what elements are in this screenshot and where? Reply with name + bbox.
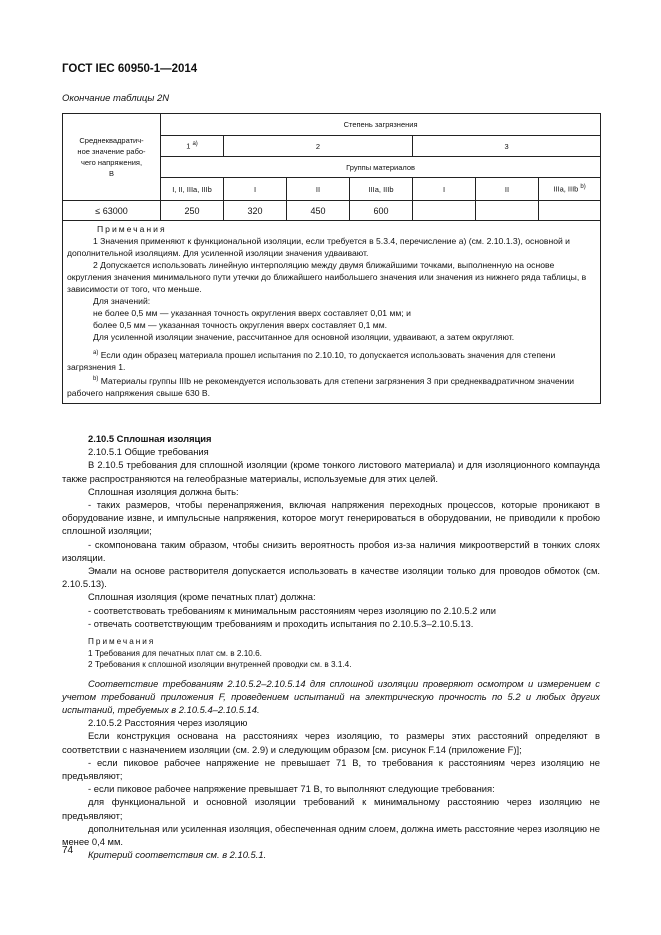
group-footnote-mark: b) xyxy=(580,184,586,191)
data-cell: 450 xyxy=(287,201,350,221)
paragraph: дополнительная или усиленная изоляция, обеспеченная одним слоем, должна иметь расстояние через изоляцию не менее 0,4 мм. xyxy=(62,822,600,847)
footnote-b-text: Материалы группы IIIb не рекомендуется использовать для степени загрязнения 3 при среднеквадратичном значении рабочего напряжения свыше 630 В. xyxy=(67,375,575,398)
page-number: 74 xyxy=(62,845,74,856)
list-item: - соответствовать требованиям к минимальным расстояниям через изоляцию по 2.10.5.2 или xyxy=(88,604,496,616)
paragraph: для функциональной и основной изоляции требований к минимальному расстоянию через изоляцию не предъявляют; xyxy=(62,796,600,821)
paragraph: Сплошная изоляция должна быть: xyxy=(88,485,239,497)
group-cell-last-text: IIIa, IIIb xyxy=(553,184,579,194)
notes-title: Примечания xyxy=(88,637,156,647)
paragraph: Эмали на основе растворителя допускается использовать в качестве изоляции только для проводов обмоток (см. 2.10.5.13). xyxy=(62,565,600,590)
subsection-heading-2-10-5-1: 2.10.5.1 Общие требования xyxy=(88,446,209,458)
footnote-b xyxy=(67,373,596,399)
group-cell-last xyxy=(539,178,601,201)
group-cell: I xyxy=(224,178,287,201)
criteria-text: Критерий соответствия см. в 2.10.5.1. xyxy=(88,849,267,861)
table-note-2-line1: не более 0,5 мм — указанная точность округления вверх составляет 0,01 мм; и xyxy=(93,308,411,318)
degree-3-header: 3 xyxy=(413,136,601,157)
document-header: ГОСТ IEC 60950-1—2014 xyxy=(62,63,198,75)
table-notes xyxy=(63,221,601,404)
group-cell: II xyxy=(287,178,350,201)
notes-title: Примечания xyxy=(97,224,167,234)
data-cell xyxy=(476,201,539,221)
degree-1-footnote-mark: a) xyxy=(192,141,198,148)
data-cell: 600 xyxy=(350,201,413,221)
list-item: - если пиковое рабочее напряжение не превышает 71 В, то требования к расстояниям через изоляцию не предъявляют; xyxy=(62,756,600,781)
note-2: 2 Требования к сплошной изоляции внутренней проводки см. в 3.1.4. xyxy=(88,660,352,670)
table-note-2: 2 Допускается использовать линейную интерполяцию между двумя ближайшими точками, выполненную на основе округления значения минимального пути утечки до ближайшего наибольшего значения или значения из нижнего ряда таблицы, в зависимости от того, что меньше. xyxy=(67,260,587,294)
table-caption: Окончание таблицы 2N xyxy=(62,93,170,104)
list-item: - таких размеров, чтобы перенапряжения, включая напряжения переходных процессов, которые проникают в оборудование извне, и импульсные напряжения, которое могут генерироваться в оборудовании, не приводили к пробою сплошной изоляции; xyxy=(62,499,600,537)
footnote-a xyxy=(67,347,596,373)
pollution-degree-header: Степень загрязнения xyxy=(161,114,601,136)
data-cell xyxy=(413,201,476,221)
data-cell: ≤ 63000 xyxy=(63,201,161,221)
group-cell: II xyxy=(476,178,539,201)
footnote-b-mark: b) xyxy=(93,375,99,382)
section-heading-2-10-5: 2.10.5 Сплошная изоляция xyxy=(88,433,212,444)
group-cell: I, II, IIIa, IIIb xyxy=(161,178,224,201)
table-note-2-values: Для значений: xyxy=(93,296,151,306)
body-text xyxy=(62,432,600,861)
degree-2-header: 2 xyxy=(224,136,413,157)
degree-1-header xyxy=(161,136,224,157)
paragraph: Если конструкция основана на расстояниях через изоляцию, то размеры этих расстояний определяют в соответствии с назначением изоляции (см. 2.9) и следующим образом [см. рисунок F.14 (приложение F)]; xyxy=(62,730,600,755)
list-item: - скомпонована таким образом, чтобы снизить вероятность пробоя из-за наличия микроотверстий в тонких слоях изоляции. xyxy=(62,538,600,563)
paragraph: В 2.10.5 требования для сплошной изоляции (кроме тонкого листового материала) и для изоляционного компаунда также распространяются на гелеобразные материалы, используемые для этих целей. xyxy=(62,459,600,484)
note-1: 1 Требования для печатных плат см. в 2.10.6. xyxy=(88,648,262,658)
data-cell: 320 xyxy=(224,201,287,221)
degree-1-text: 1 xyxy=(186,141,191,151)
footnote-a-mark: a) xyxy=(93,350,99,356)
table-note-2-line3: Для усиленной изоляции значение, рассчитанное для основной изоляции, удваивают, а затем округляют. xyxy=(93,332,515,342)
data-cell xyxy=(539,201,601,221)
table-note-1: 1 Значения применяют к функциональной изоляции, если требуется в 5.3.4, перечисление а) (см. 2.10.1.3), основной и дополнительной изоляциям. Для усиленной изоляции значения удваивают. xyxy=(67,236,570,258)
list-item: - отвечать соответствующим требованиям и проходить испытания по 2.10.5.3–2.10.5.13. xyxy=(88,617,474,629)
data-cell: 250 xyxy=(161,201,224,221)
group-cell: IIIa, IIIb xyxy=(350,178,413,201)
group-cell: I xyxy=(413,178,476,201)
paragraph: Сплошная изоляция (кроме печатных плат) должна: xyxy=(88,591,316,603)
list-item: - если пиковое рабочее напряжение превышает 71 В, то выполняют следующие требования: xyxy=(88,783,495,795)
voltage-column-header xyxy=(63,114,161,201)
table-2n xyxy=(62,113,601,404)
footnote-a-text: Если один образец материала прошел испытания по 2.10.10, то допускается использовать значения для степени загрязнения 1. xyxy=(67,349,556,372)
compliance-text: Соответствие требованиям 2.10.5.2–2.10.5.14 для сплошной изоляции проверяют осмотром и измерением с учетом требований приложения F, проведением испытаний на электрическую прочность по 5.2 и любых других испытаний, требуемых в 2.10.5.4–2.10.5.14. xyxy=(62,677,600,715)
voltage-header-text: Среднеквадратич- ное значение рабо- чего напряжения, В xyxy=(77,136,146,178)
material-groups-header: Группы материалов xyxy=(161,157,601,178)
table-note-2-line2: более 0,5 мм — указанная точность округления вверх составляет 0,1 мм. xyxy=(93,320,387,330)
subsection-heading-2-10-5-2: 2.10.5.2 Расстояния через изоляцию xyxy=(88,717,248,729)
